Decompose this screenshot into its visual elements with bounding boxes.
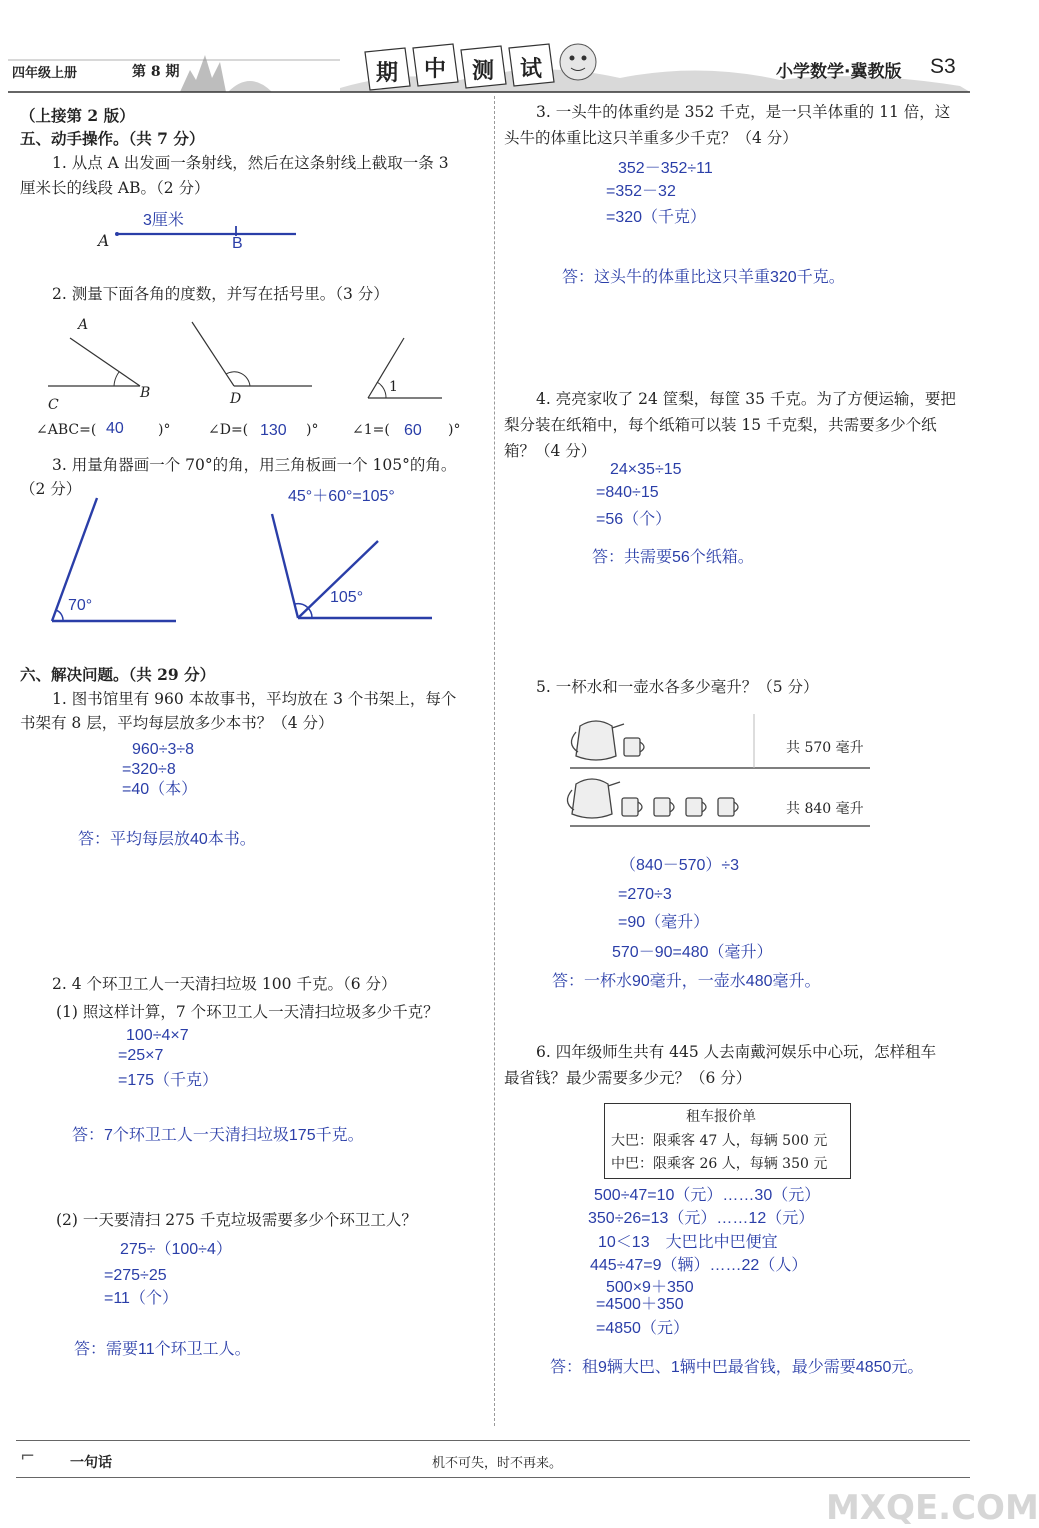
p4-step: =56（个）: [596, 511, 672, 528]
watermark: MXQE.COM: [826, 1488, 1039, 1528]
p4-text: 梨分装在纸箱中，每个纸箱可以装 15 千克梨，共需要多少个纸: [504, 416, 937, 434]
p1-step: =40（本）: [122, 781, 198, 798]
point-b-label: B: [232, 235, 243, 252]
title-char: 期: [376, 60, 399, 86]
angle-d-prefix: ∠D=(: [208, 422, 249, 438]
angle-abc-value: 40: [106, 420, 124, 437]
p2b-step: 275÷（100÷4）: [120, 1241, 232, 1258]
angle-70-label: 70°: [68, 597, 93, 614]
p3-step: 352－352÷11: [618, 160, 713, 177]
p5-step: =270÷3: [618, 886, 672, 903]
p2a-step: =25×7: [118, 1047, 164, 1064]
title-char: 测: [472, 58, 495, 84]
p3-step: =352－32: [606, 183, 676, 200]
footer-label: 一句话: [70, 1455, 112, 1471]
p6-step: =4850（元）: [596, 1320, 689, 1337]
p6-step: =4500＋350: [596, 1296, 684, 1313]
q2-text: 2. 测量下面各角的度数，并写在括号里。（3 分）: [52, 285, 389, 303]
p2b-text: (2) 一天要清扫 275 千克垃圾需要多少个环卫工人？: [56, 1211, 417, 1229]
p2b-step: =11（个）: [104, 1290, 178, 1307]
p1-text: 书架有 8 层，平均每层放多少本书？（4 分）: [20, 714, 334, 732]
p2a-text: (1) 照这样计算，7 个环卫工人一天清扫垃圾多少千克？: [56, 1003, 439, 1021]
p1-answer: 答：平均每层放40本书。: [78, 831, 256, 848]
continue-note: （上接第 2 版）: [20, 106, 135, 125]
p5-step: （840－570）÷3: [620, 857, 740, 874]
section-6-title: 六、解决问题。（共 29 分）: [20, 665, 216, 684]
kettle-icon: [571, 721, 624, 760]
p5-step: 570－90=480（毫升）: [612, 944, 773, 961]
q3-text: 3. 用量角器画一个 70°的角，用三角板画一个 105°的角。: [52, 456, 457, 474]
angle-d-value: 130: [260, 422, 287, 439]
footer-icon: ⌐: [20, 1446, 36, 1467]
p5-row2-total: 共 840 毫升: [786, 801, 864, 817]
price-table-title: 租车报价单: [686, 1109, 756, 1125]
angle-1-value: 60: [404, 422, 422, 439]
p6-text: 6. 四年级师生共有 445 人去南戴河娱乐中心玩，怎样租车: [536, 1043, 937, 1061]
section-5-title: 五、动手操作。（共 7 分）: [20, 129, 205, 148]
grade-label: 四年级上册: [12, 66, 78, 81]
title-char: 试: [520, 56, 543, 82]
kettle-icon: [567, 779, 620, 818]
p4-step: =840÷15: [596, 484, 659, 501]
price-table-row: 中巴：限乘客 26 人，每辆 350 元: [611, 1156, 828, 1172]
p2a-step: 100÷4×7: [126, 1027, 189, 1044]
p6-answer: 答：租9辆大巴、1辆中巴最省钱，最少需要4850元。: [550, 1359, 924, 1376]
p2b-step: =275÷25: [104, 1267, 167, 1284]
p5-answer: 答：一杯水90毫升，一壶水480毫升。: [552, 973, 821, 990]
p4-step: 24×35÷15: [610, 461, 682, 478]
title-char: 中: [424, 56, 447, 82]
p6-step: 350÷26=13（元）……12（元）: [588, 1210, 815, 1227]
angle-abc-prefix: ∠ABC=(: [36, 422, 97, 438]
p4-text: 箱？（4 分）: [504, 442, 597, 460]
p3-text: 头牛的体重比这只羊重多少千克？（4 分）: [504, 129, 798, 147]
p3-answer: 答：这头牛的体重比这只羊重320千克。: [562, 269, 845, 286]
p2b-answer: 答：需要11个环卫工人。: [74, 1341, 251, 1358]
angle-d-close: )°: [306, 422, 319, 438]
angle-105-label: 105°: [330, 589, 364, 606]
p4-answer: 答：共需要56个纸箱。: [592, 549, 754, 566]
angle-label-a: A: [78, 317, 89, 333]
cup-icon: [622, 798, 738, 816]
p4-text: 4. 亮亮家收了 24 筐梨，每筐 35 千克。为了方便运输，要把: [536, 390, 956, 408]
p1-step: 960÷3÷8: [132, 741, 195, 758]
p6-step: 500×9＋350: [606, 1279, 694, 1296]
angle-label-1: 1: [389, 379, 398, 395]
p5-text: 5. 一杯水和一壶水各多少毫升？（5 分）: [536, 678, 819, 696]
p2a-step: =175（千克）: [118, 1072, 219, 1089]
p6-step: 500÷47=10（元）……30（元）: [594, 1187, 821, 1204]
subject-label: 小学数学·冀教版: [776, 62, 902, 82]
page-number: S3: [930, 55, 956, 78]
angle-1-close: )°: [448, 422, 461, 438]
angle-label-b: B: [140, 385, 151, 401]
p1-text: 1. 图书馆里有 960 本故事书，平均放在 3 个书架上，每个: [52, 690, 457, 708]
q1-text: 厘米长的线段 AB。（2 分）: [20, 179, 210, 197]
issue-number: 第 8 期: [132, 64, 180, 80]
angle-label-c: C: [48, 397, 59, 413]
footer-quote: 机不可失，时不再来。: [432, 1456, 563, 1471]
angle-1-prefix: ∠1=(: [352, 422, 390, 438]
q3-text: （2 分）: [20, 480, 82, 498]
q1-length-label: 3厘米: [143, 212, 184, 229]
point-a-label: A: [98, 232, 110, 250]
angle-label-d: D: [230, 391, 242, 407]
cup-icon: [624, 738, 644, 756]
p1-step: =320÷8: [122, 761, 176, 778]
p5-step: =90（毫升）: [618, 914, 710, 931]
p3-step: =320（千克）: [606, 209, 707, 226]
p6-text: 最省钱？最少需要多少元？（6 分）: [504, 1069, 752, 1087]
p6-step: 10＜13 大巴比中巴便宜: [598, 1234, 778, 1251]
p6-step: 445÷47=9（辆）……22（人）: [590, 1257, 808, 1274]
p2a-answer: 答：7个环卫工人一天清扫垃圾175千克。: [72, 1127, 364, 1144]
p3-text: 3. 一头牛的体重约是 352 千克，是一只羊体重的 11 倍，这: [536, 103, 951, 121]
q1-text: 1. 从点 A 出发画一条射线，然后在这条射线上截取一条 3: [52, 154, 449, 172]
price-table-row: 大巴：限乘客 47 人，每辆 500 元: [611, 1133, 828, 1149]
q3-sum-label: 45°＋60°=105°: [288, 488, 395, 505]
p2-text: 2. 4 个环卫工人一天清扫垃圾 100 千克。（6 分）: [52, 975, 397, 993]
angle-abc-close: )°: [158, 422, 171, 438]
p5-row1-total: 共 570 毫升: [786, 740, 864, 756]
